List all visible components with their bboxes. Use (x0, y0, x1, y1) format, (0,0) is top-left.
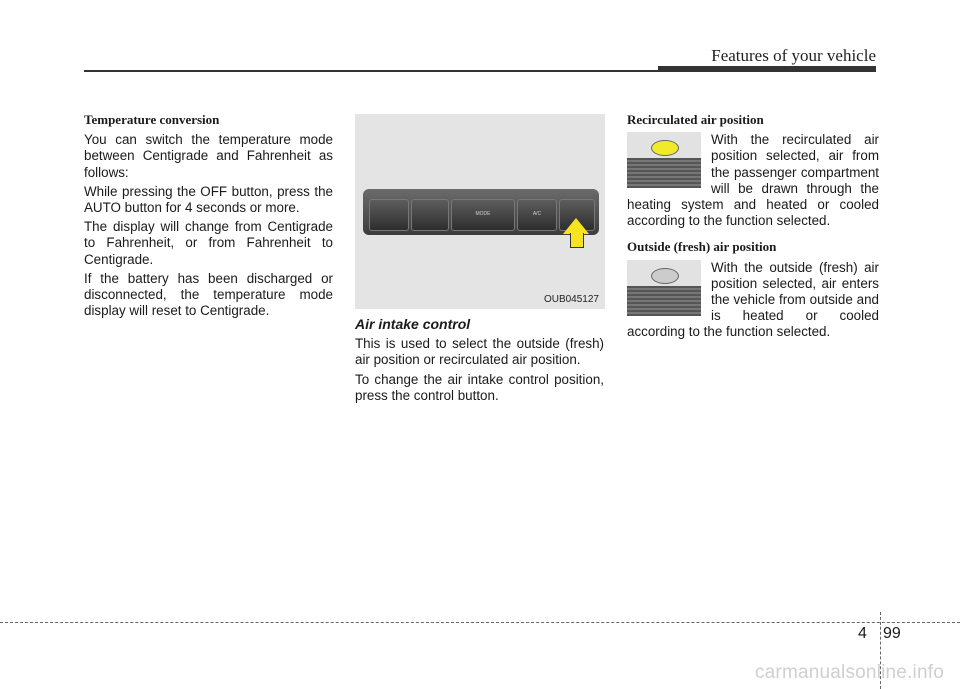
outside-air-button-image (627, 260, 701, 316)
page-number: 99 (883, 625, 901, 642)
outside-air-section (627, 260, 879, 341)
indicator-lamp-icon (651, 268, 679, 284)
vent-icon (627, 286, 701, 316)
chapter-number: 4 (858, 625, 867, 642)
paragraph: If the battery has been discharged or disconnected, the temperature mode display will reset to Centigrade. (84, 270, 333, 319)
temperature-conversion-section (84, 112, 333, 322)
header-rule-accent (658, 66, 876, 72)
rear-defrost-button (411, 199, 449, 231)
figure-code: OUB045127 (543, 294, 599, 305)
mode-button: MODE (451, 199, 515, 231)
section-heading: Recirculated air position (627, 112, 764, 127)
up-arrow-icon (563, 218, 589, 234)
paragraph: This is used to select the outside (fresh) air position or recirculated air position. (355, 336, 604, 368)
paragraph: With the outside (fresh) air position selected, air enters the vehicle from outside and is heated or cooled according to the function selected. (627, 259, 879, 340)
running-header: Features of your vehicle (711, 46, 876, 65)
footer-rule (0, 622, 960, 623)
section-heading: Temperature conversion (84, 112, 220, 127)
indicator-lamp-icon (651, 140, 679, 156)
air-position-sections (627, 112, 879, 351)
vent-icon (627, 158, 701, 188)
paragraph: With the recirculated air position selected, air from the passenger compartment will be drawn through the heating system and heated or cooled according to the function selected. (627, 132, 879, 229)
up-arrow-stem (570, 233, 584, 248)
section-heading: Outside (fresh) air position (627, 239, 777, 255)
front-defrost-button (369, 199, 409, 231)
control-panel-figure (355, 114, 605, 309)
ac-button: A/C (517, 199, 557, 231)
watermark: carmanualsonline.info (754, 662, 944, 683)
paragraph: The display will change from Centigrade to Fahrenheit, or from Fahrenheit to Centigrade. (84, 219, 333, 267)
paragraph: While pressing the OFF button, press the AUTO button for 4 seconds or more. (84, 183, 333, 216)
air-intake-section (355, 316, 604, 407)
recirculated-section (627, 132, 879, 229)
paragraph: You can switch the temperature mode between Centigrade and Fahrenheit as follows: (84, 132, 333, 180)
section-heading: Air intake control (355, 316, 471, 332)
recirculated-button-image (627, 132, 701, 188)
paragraph: To change the air intake control position, press the control button. (355, 371, 604, 403)
